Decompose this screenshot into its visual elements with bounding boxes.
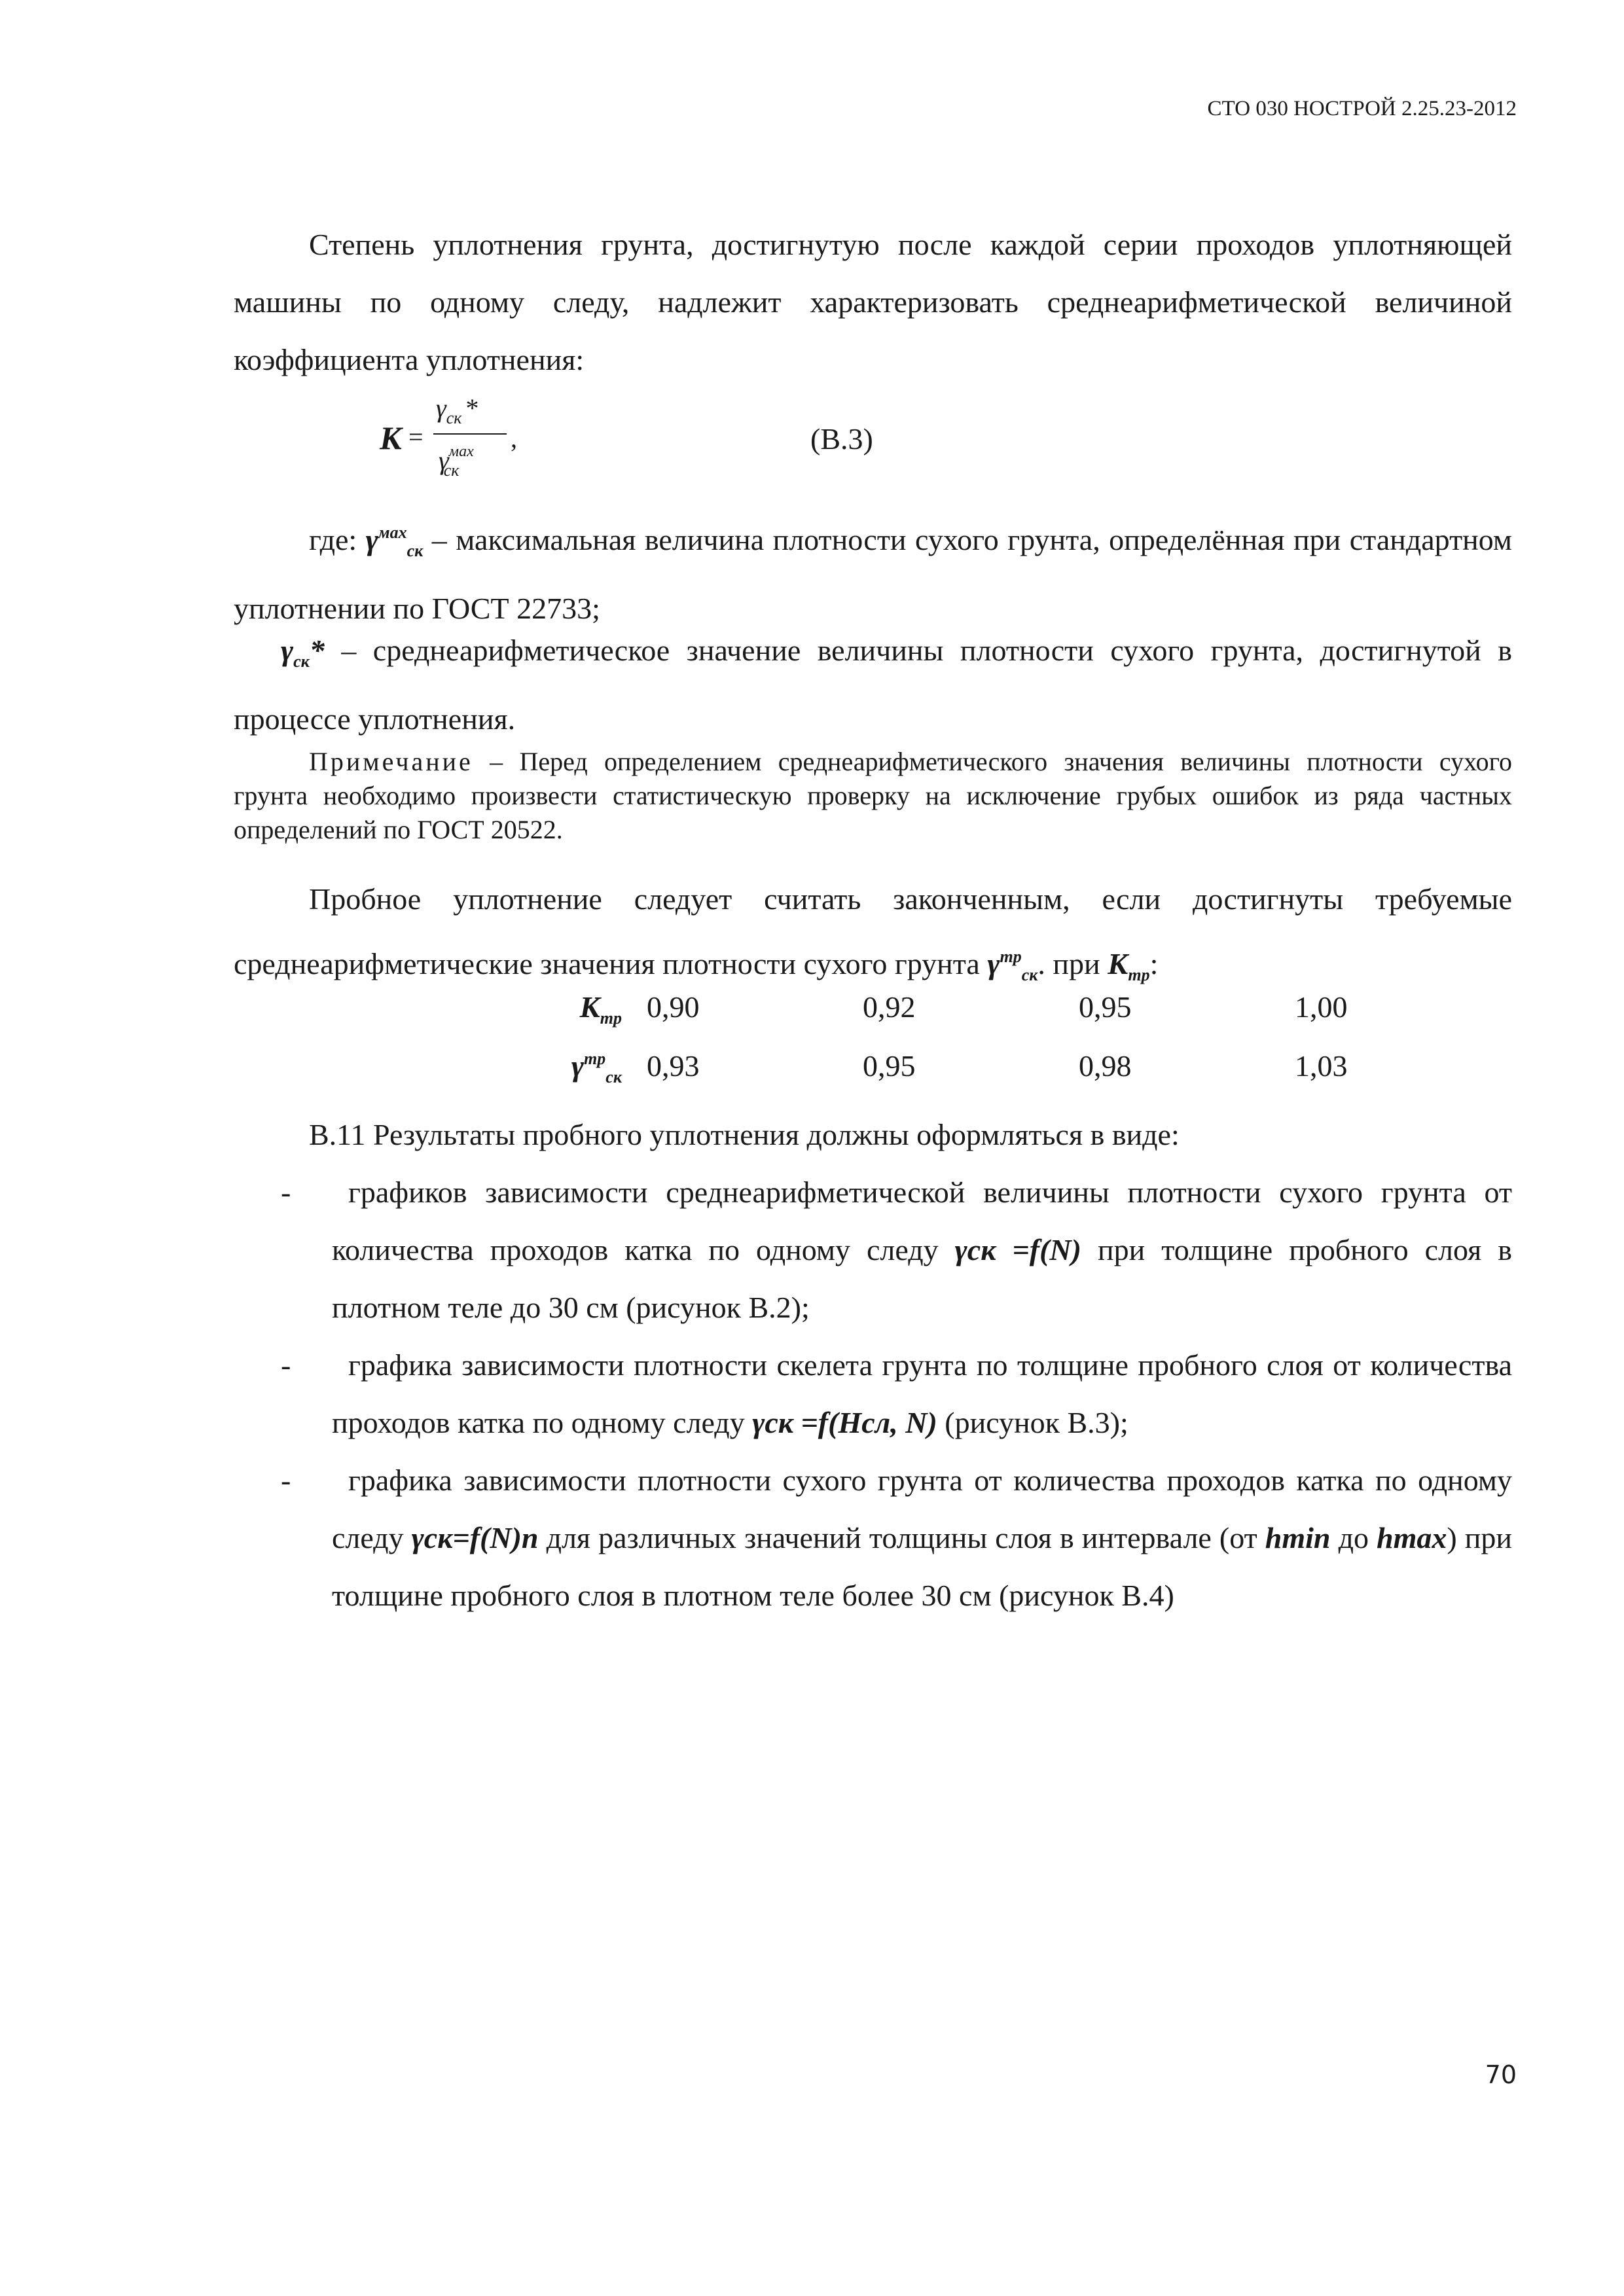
page-number: 70 <box>1485 2060 1517 2089</box>
paragraph-mid: . при <box>1038 947 1100 980</box>
paragraph-end: : <box>1149 947 1159 980</box>
symbol-sub: ск <box>406 541 424 560</box>
bullet-text-a: графиков зависимости среднеарифметической величины плотности сухого грунта от количества проходов катка по одному следу <box>332 1175 1512 1266</box>
definition-gamma-max <box>234 504 1512 637</box>
formula-denominator: $\gamma^{мах}_{ск}$ <box>439 443 474 480</box>
hmax-symbol: hmax <box>1377 1521 1447 1554</box>
paragraph-trial-compaction <box>234 870 1512 1004</box>
list-dash: - <box>281 1175 291 1209</box>
list-dash: - <box>281 1348 291 1382</box>
bullet-text-b: при толщине пробного слоя в плотном теле до 30 см (рисунок В.2); <box>332 1233 1513 1324</box>
formula-equals: = <box>408 422 424 452</box>
bullet-text-a: графика зависимости плотности сухого грунта от количества проходов катка по одному следу <box>332 1463 1512 1554</box>
bullet-text-a: графика зависимости плотности скелета грунта по толщине пробного слоя от количества проходов катка по одному следу <box>332 1348 1512 1439</box>
table-cell: 0,90 <box>647 990 700 1024</box>
paragraph-text: Пробное уплотнение следует считать законченным, если достигнуты требуемые среднеарифметические значения плотности сухого грунта <box>234 882 1512 980</box>
table-cell: 1,00 <box>1295 990 1348 1024</box>
table-cell: 0,98 <box>1079 1049 1132 1083</box>
bullet-text-b: (рисунок В.3); <box>945 1406 1128 1439</box>
symbol-gamma: γ <box>365 523 378 556</box>
list-item-text <box>332 1164 1512 1336</box>
formula-comma: , <box>511 423 517 453</box>
definition-text: – максимальная величина плотности сухого грунта, определённая при стандартном уплотнении по ГОСТ 22733; <box>234 523 1513 625</box>
formula-reference: (В.3) <box>810 422 873 456</box>
table-cell: 1,03 <box>1295 1049 1348 1083</box>
symbol-star: * <box>309 634 325 667</box>
symbol-gamma: γ <box>281 634 294 667</box>
definition-gamma-star <box>234 622 1512 748</box>
table-cell: 0,93 <box>647 1049 700 1083</box>
table-cell: 0,95 <box>1079 990 1132 1024</box>
section-b11-heading: В.11 Результаты пробного уплотнения должны оформляться в виде: <box>309 1118 1180 1151</box>
document-code-header: СТО 030 НОСТРОЙ 2.25.23-2012 <box>1207 97 1517 120</box>
symbol-k-sub: тр <box>1128 965 1150 984</box>
symbol-sub: ск <box>1021 965 1038 984</box>
list-item <box>234 1336 1512 1452</box>
bullet-formula: γск=f(N)n <box>411 1521 539 1554</box>
row-label-gamma: $\gamma^{тр}_{ск}$ <box>571 1049 622 1086</box>
hmin-symbol: hmin <box>1265 1521 1331 1554</box>
row-label-k: $К_{тр}$ <box>579 990 622 1028</box>
symbol-sub: ск <box>293 652 310 671</box>
paragraph-compaction-degree: Степень уплотнения грунта, достигнутую после каждой серии проходов уплотняющей машины по одному следу, надлежит характеризовать среднеарифметической величиной коэффициента уплотнения: <box>234 228 1512 376</box>
symbol-sup: тр <box>1000 947 1022 966</box>
formula-lhs: К <box>380 420 402 456</box>
list-item-text <box>332 1452 1512 1624</box>
bullet-text-c: до <box>1338 1521 1369 1554</box>
bullet-formula: γск =f(Hсл, N) <box>752 1406 937 1439</box>
note-text: – Перед определением среднеарифметического значения величины плотности сухого грунта необходимо произвести статистическую проверку на исключение грубых ошибок из ряда частных определений по ГОСТ 20522. <box>234 747 1512 844</box>
list-item <box>234 1452 1512 1624</box>
table-cell: 0,92 <box>863 990 916 1024</box>
symbol-k: К <box>1108 947 1128 980</box>
list-dash: - <box>281 1463 291 1497</box>
where-prefix: где: <box>309 523 357 556</box>
formula-fraction-bar <box>433 433 507 435</box>
symbol-gamma: γ <box>987 947 1000 980</box>
note-paragraph <box>234 745 1512 847</box>
formula-numerator: $\gamma_{ск}$ * <box>436 393 479 427</box>
bullet-text-b: для различных значений толщины слоя в интервале (от <box>546 1521 1257 1554</box>
definition-text: – среднеарифметическое значение величины плотности сухого грунта, достигнутой в процессе уплотнения. <box>234 634 1512 736</box>
list-item <box>234 1164 1512 1336</box>
table-cell: 0,95 <box>863 1049 916 1083</box>
list-item-text <box>332 1336 1512 1452</box>
symbol-sup: мах <box>378 523 407 542</box>
formula-b3 <box>380 393 1296 497</box>
bullet-text-d: ) при толщине пробного слоя в плотном теле более 30 см (рисунок В.4) <box>332 1521 1513 1612</box>
note-label: Примечание <box>309 747 473 776</box>
bullet-formula: γск =f(N) <box>954 1233 1081 1266</box>
